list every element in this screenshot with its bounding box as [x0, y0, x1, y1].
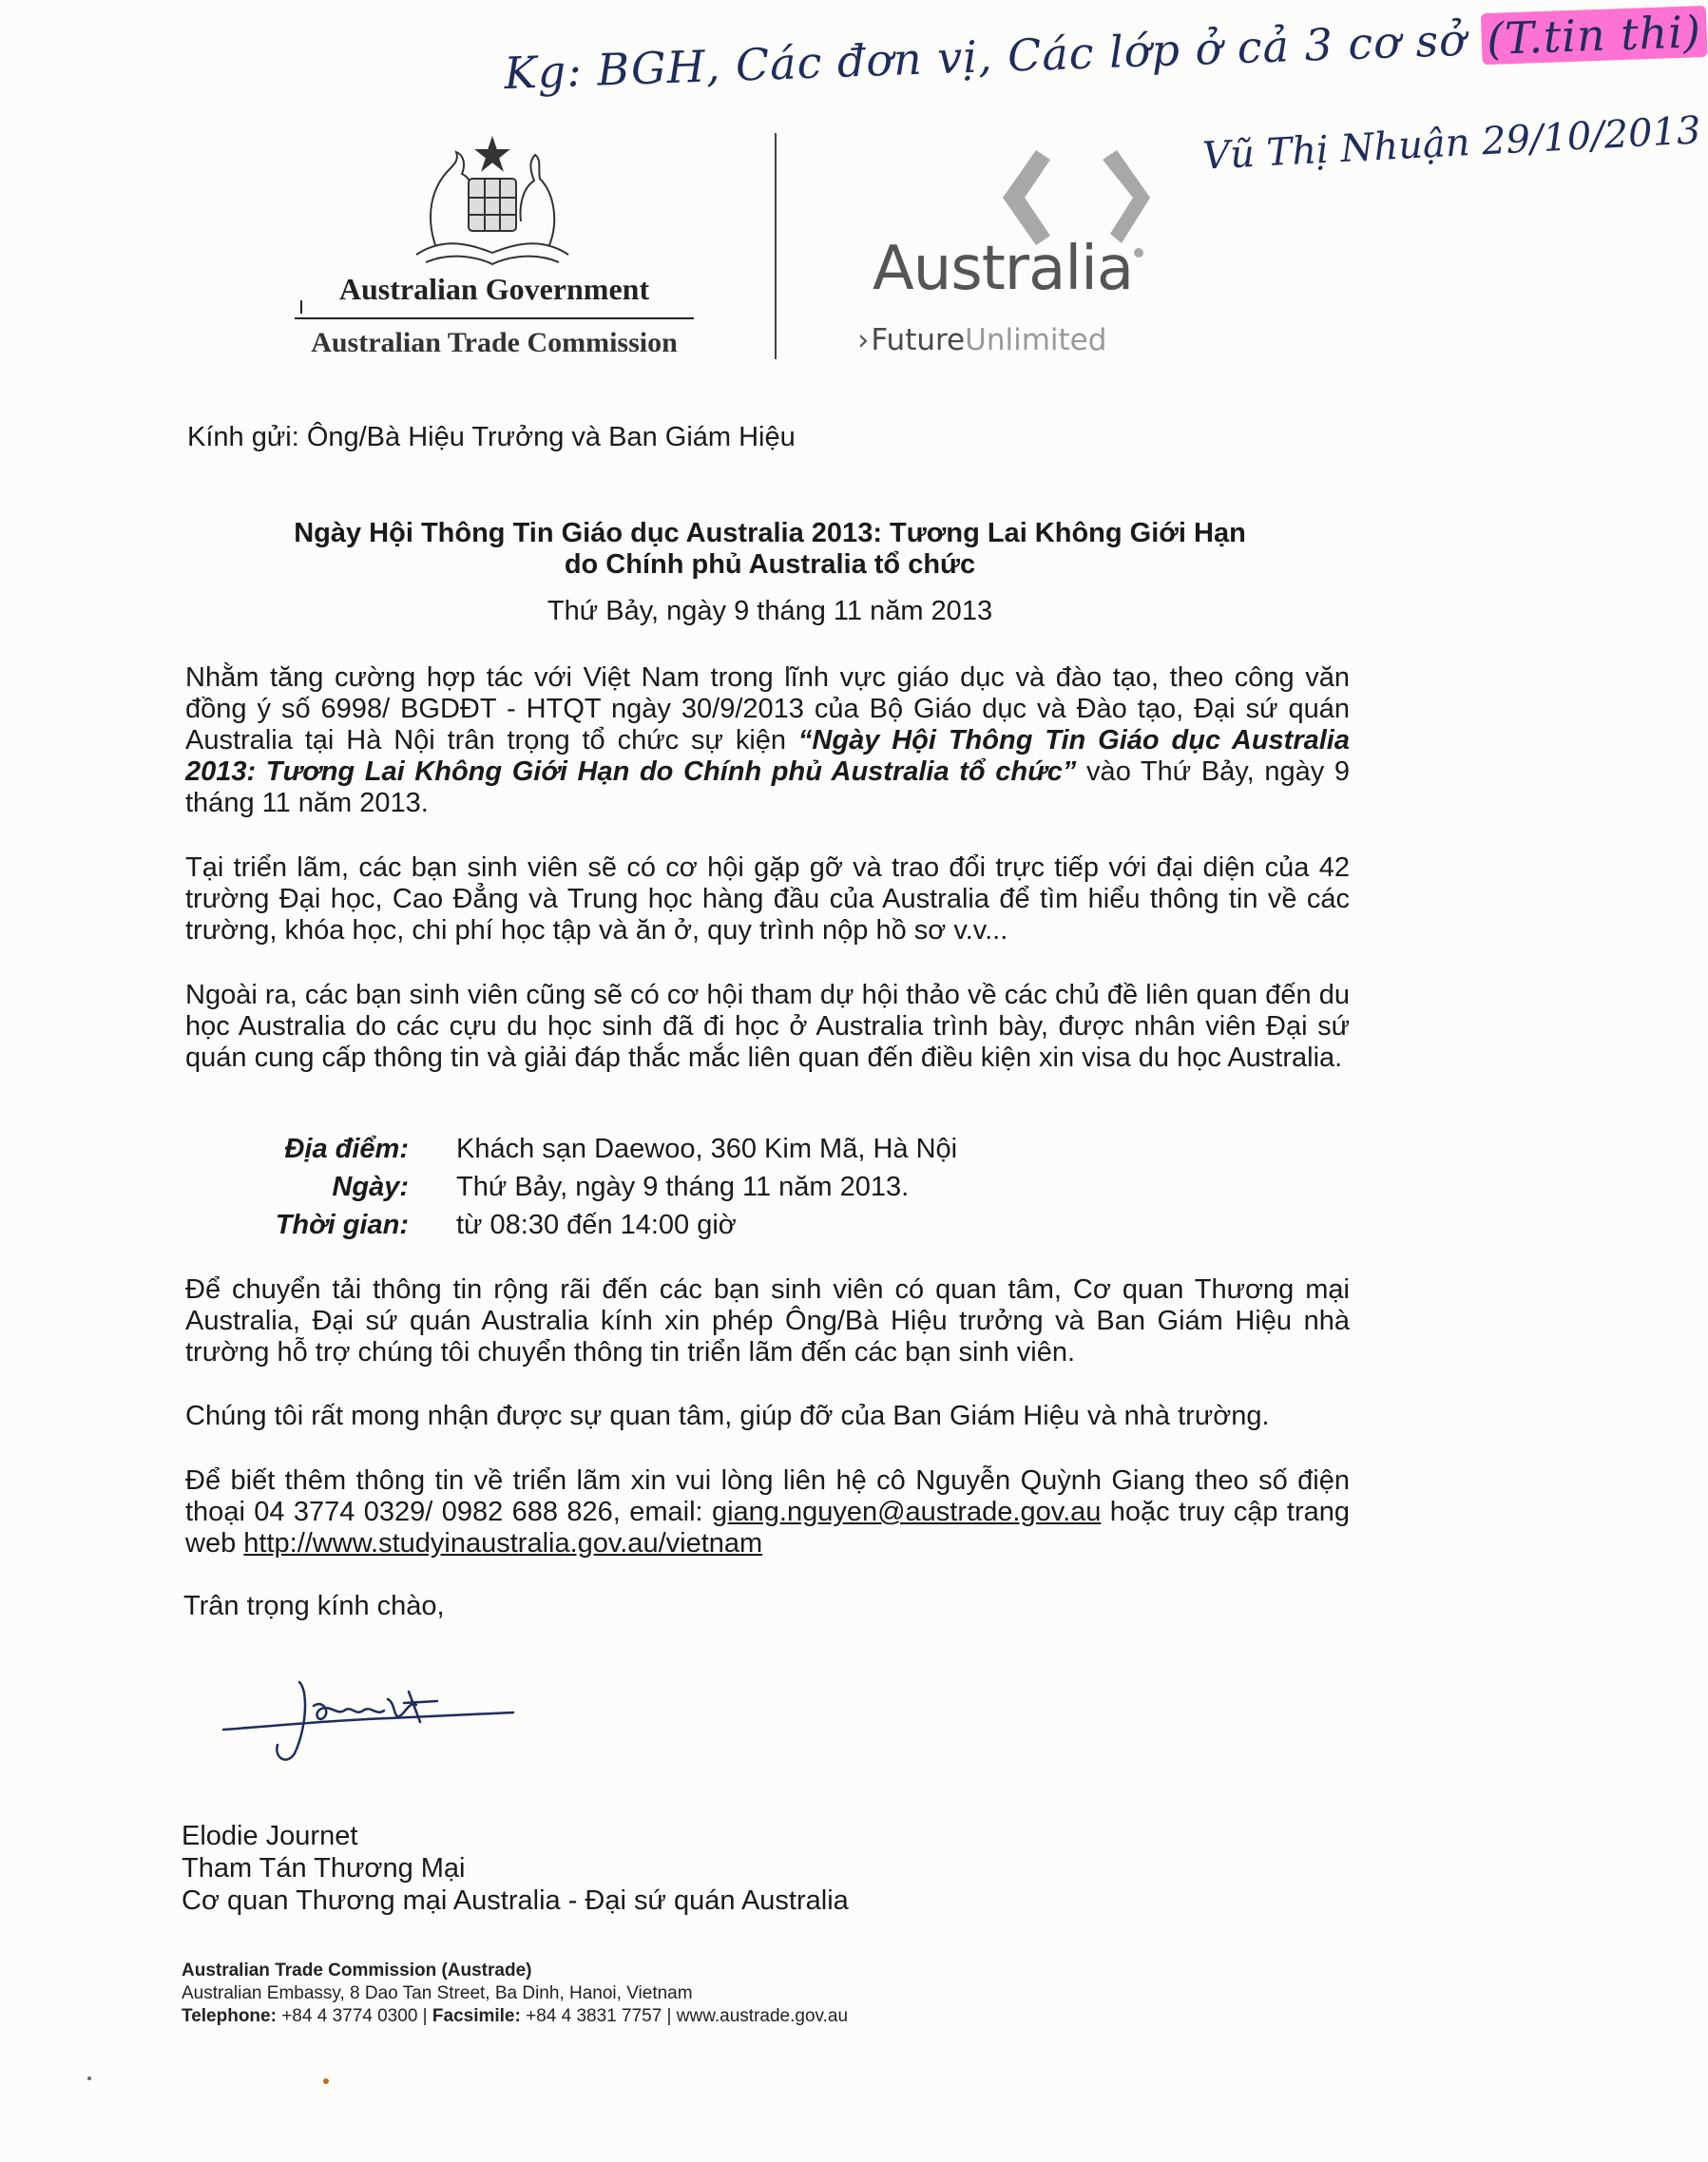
- event-name-emphasis: “Ngày Hội Thông Tin Giáo dục Australia 2013: Tương Lai Không Giới Hạn do Chính phủ Australia tổ chức”: [185, 725, 1350, 787]
- telephone-label: Telephone:: [182, 2006, 277, 2026]
- paragraph-request: Để chuyển tải thông tin rộng rãi đến các bạn sinh viên có quan tâm, Cơ quan Thương mại Australia, Đại sứ quán Australia kính xin phép Ông/Bà Hiệu trưởng và Ban Giám Hiệu nhà trường hỗ trợ chúng tôi chuyển thông tin triển lãm đến các bạn sinh viên.: [185, 1274, 1350, 1368]
- footer-organization: Australian Trade Commission (Austrade): [182, 1961, 532, 1980]
- time-value: từ 08:30 đến 14:00 giờ: [456, 1210, 737, 1240]
- tagline-unlimited: Unlimited: [965, 323, 1107, 357]
- contact-text-middle: hoặc truy cập trang web: [185, 1497, 1350, 1559]
- intro-text: Nhằm tăng cường hợp tác với Việt Nam trong lĩnh vực giáo dục và đào tạo, theo công văn đồng ý số 6998/ BGDĐT - HTQT ngày 30/9/2013 của Bộ Giáo dục và Đào tạo, Đại sứ quán Australia tại Hà Nội trân trọng tổ chức sự kiện: [185, 662, 1350, 756]
- footer-address: Australian Embassy, 8 Dao Tan Street, Ba Dinh, Hanoi, Vietnam: [182, 1983, 693, 2003]
- facsimile-and-website: +84 4 3831 7757 | www.austrade.gov.au: [520, 2006, 849, 2026]
- paragraph-contact: [185, 1465, 1350, 1559]
- study-website-link[interactable]: http://www.studyinaustralia.gov.au/vietnam: [243, 1528, 763, 1559]
- telephone-value: +84 4 3774 0300 |: [276, 2006, 432, 2026]
- coat-of-arms-crest: [397, 131, 587, 274]
- paragraph-intro: [185, 662, 1350, 819]
- handwritten-signoff-date: Vũ Thị Nhuận 29/10/2013: [1201, 108, 1702, 179]
- logo-divider: [775, 133, 777, 359]
- salutation: Kính gửi: Ông/Bà Hiệu Trưởng và Ban Giám Hiệu: [187, 422, 796, 452]
- paragraph-seminars: Ngoài ra, các bạn sinh viên cũng sẽ có cơ hội tham dự hội thảo về các chủ đề liên quan đến du học Australia do các cựu du học sinh đã đi học ở Australia trình bày, được nhân viên Đại sứ quán cung cấp thông tin và giải đáp thắc mắc liên quan đến điều kiện xin visa du học Australia.: [185, 980, 1350, 1073]
- chevron-right-icon: ›: [857, 323, 870, 357]
- intro-date-text: vào Thứ Bảy, ngày 9 tháng 11 năm 2013.: [185, 756, 1350, 818]
- event-title-line1: Ngày Hội Thông Tin Giáo dục Australia 2013: Tương Lai Không Giới Hạn: [294, 518, 1246, 548]
- event-date: Thứ Bảy, ngày 9 tháng 11 năm 2013: [547, 596, 993, 626]
- contact-email-link[interactable]: giang.nguyen@austrade.gov.au: [711, 1497, 1102, 1527]
- date-value: Thứ Bảy, ngày 9 tháng 11 năm 2013.: [456, 1172, 910, 1202]
- highlighted-note: (T.tin thi): [1480, 6, 1707, 65]
- small-tick-mark: [300, 300, 302, 314]
- paragraph-thanks: Chúng tôi rất mong nhận được sự quan tâm, giúp đỡ của Ban Giám Hiệu và nhà trường.: [185, 1401, 1270, 1431]
- paragraph-exhibition: Tại triển lãm, các bạn sinh viên sẽ có cơ hội gặp gỡ và trao đổi trực tiếp với đại diện của 42 trường Đại học, Cao Đẳng và Trung học hàng đầu của Australia để tìm hiểu thông tin về các trường, khóa học, chi phí học tập và ăn ở, quy trình nộp hồ sơ v.v...: [185, 852, 1350, 946]
- handwritten-recipients: Kg: BGH, Các đơn vị, Các lớp ở cả 3 cơ sở: [503, 13, 1468, 100]
- contact-text: Để biết thêm thông tin về triển lãm xin vui lòng liên hệ cô Nguyễn Quỳnh Giang theo số điện thoại 04 3774 0329/ 0982 688 826, email:: [185, 1465, 1350, 1527]
- signatory-name: Elodie Journet: [182, 1821, 358, 1851]
- facsimile-label: Facsimile:: [432, 2006, 521, 2026]
- signatory-organization: Cơ quan Thương mại Australia - Đại sứ quán Australia: [182, 1885, 849, 1916]
- time-label: Thời gian:: [275, 1210, 409, 1240]
- scan-speck: [323, 2078, 329, 2084]
- event-title-line2: do Chính phủ Australia tổ chức: [564, 549, 976, 580]
- date-label: Ngày:: [332, 1172, 409, 1202]
- venue-label: Địa điểm:: [284, 1134, 409, 1164]
- tagline-future: Future: [871, 323, 966, 357]
- header-rule: [295, 317, 694, 319]
- australia-wordmark: Australia: [873, 234, 1134, 304]
- handwritten-distribution-note: [503, 6, 1707, 99]
- government-name: Australian Government: [338, 272, 650, 306]
- agency-name: Australian Trade Commission: [311, 327, 678, 358]
- venue-value: Khách sạn Daewoo, 360 Kim Mã, Hà Nội: [456, 1134, 958, 1164]
- signatory-title: Tham Tán Thương Mại: [182, 1853, 466, 1884]
- footer-contact: [182, 2005, 848, 2028]
- handwritten-signature: [219, 1663, 523, 1768]
- future-unlimited-tagline: [857, 323, 1106, 357]
- closing-greeting: Trân trọng kính chào,: [183, 1591, 445, 1621]
- scan-speck: [87, 2076, 91, 2080]
